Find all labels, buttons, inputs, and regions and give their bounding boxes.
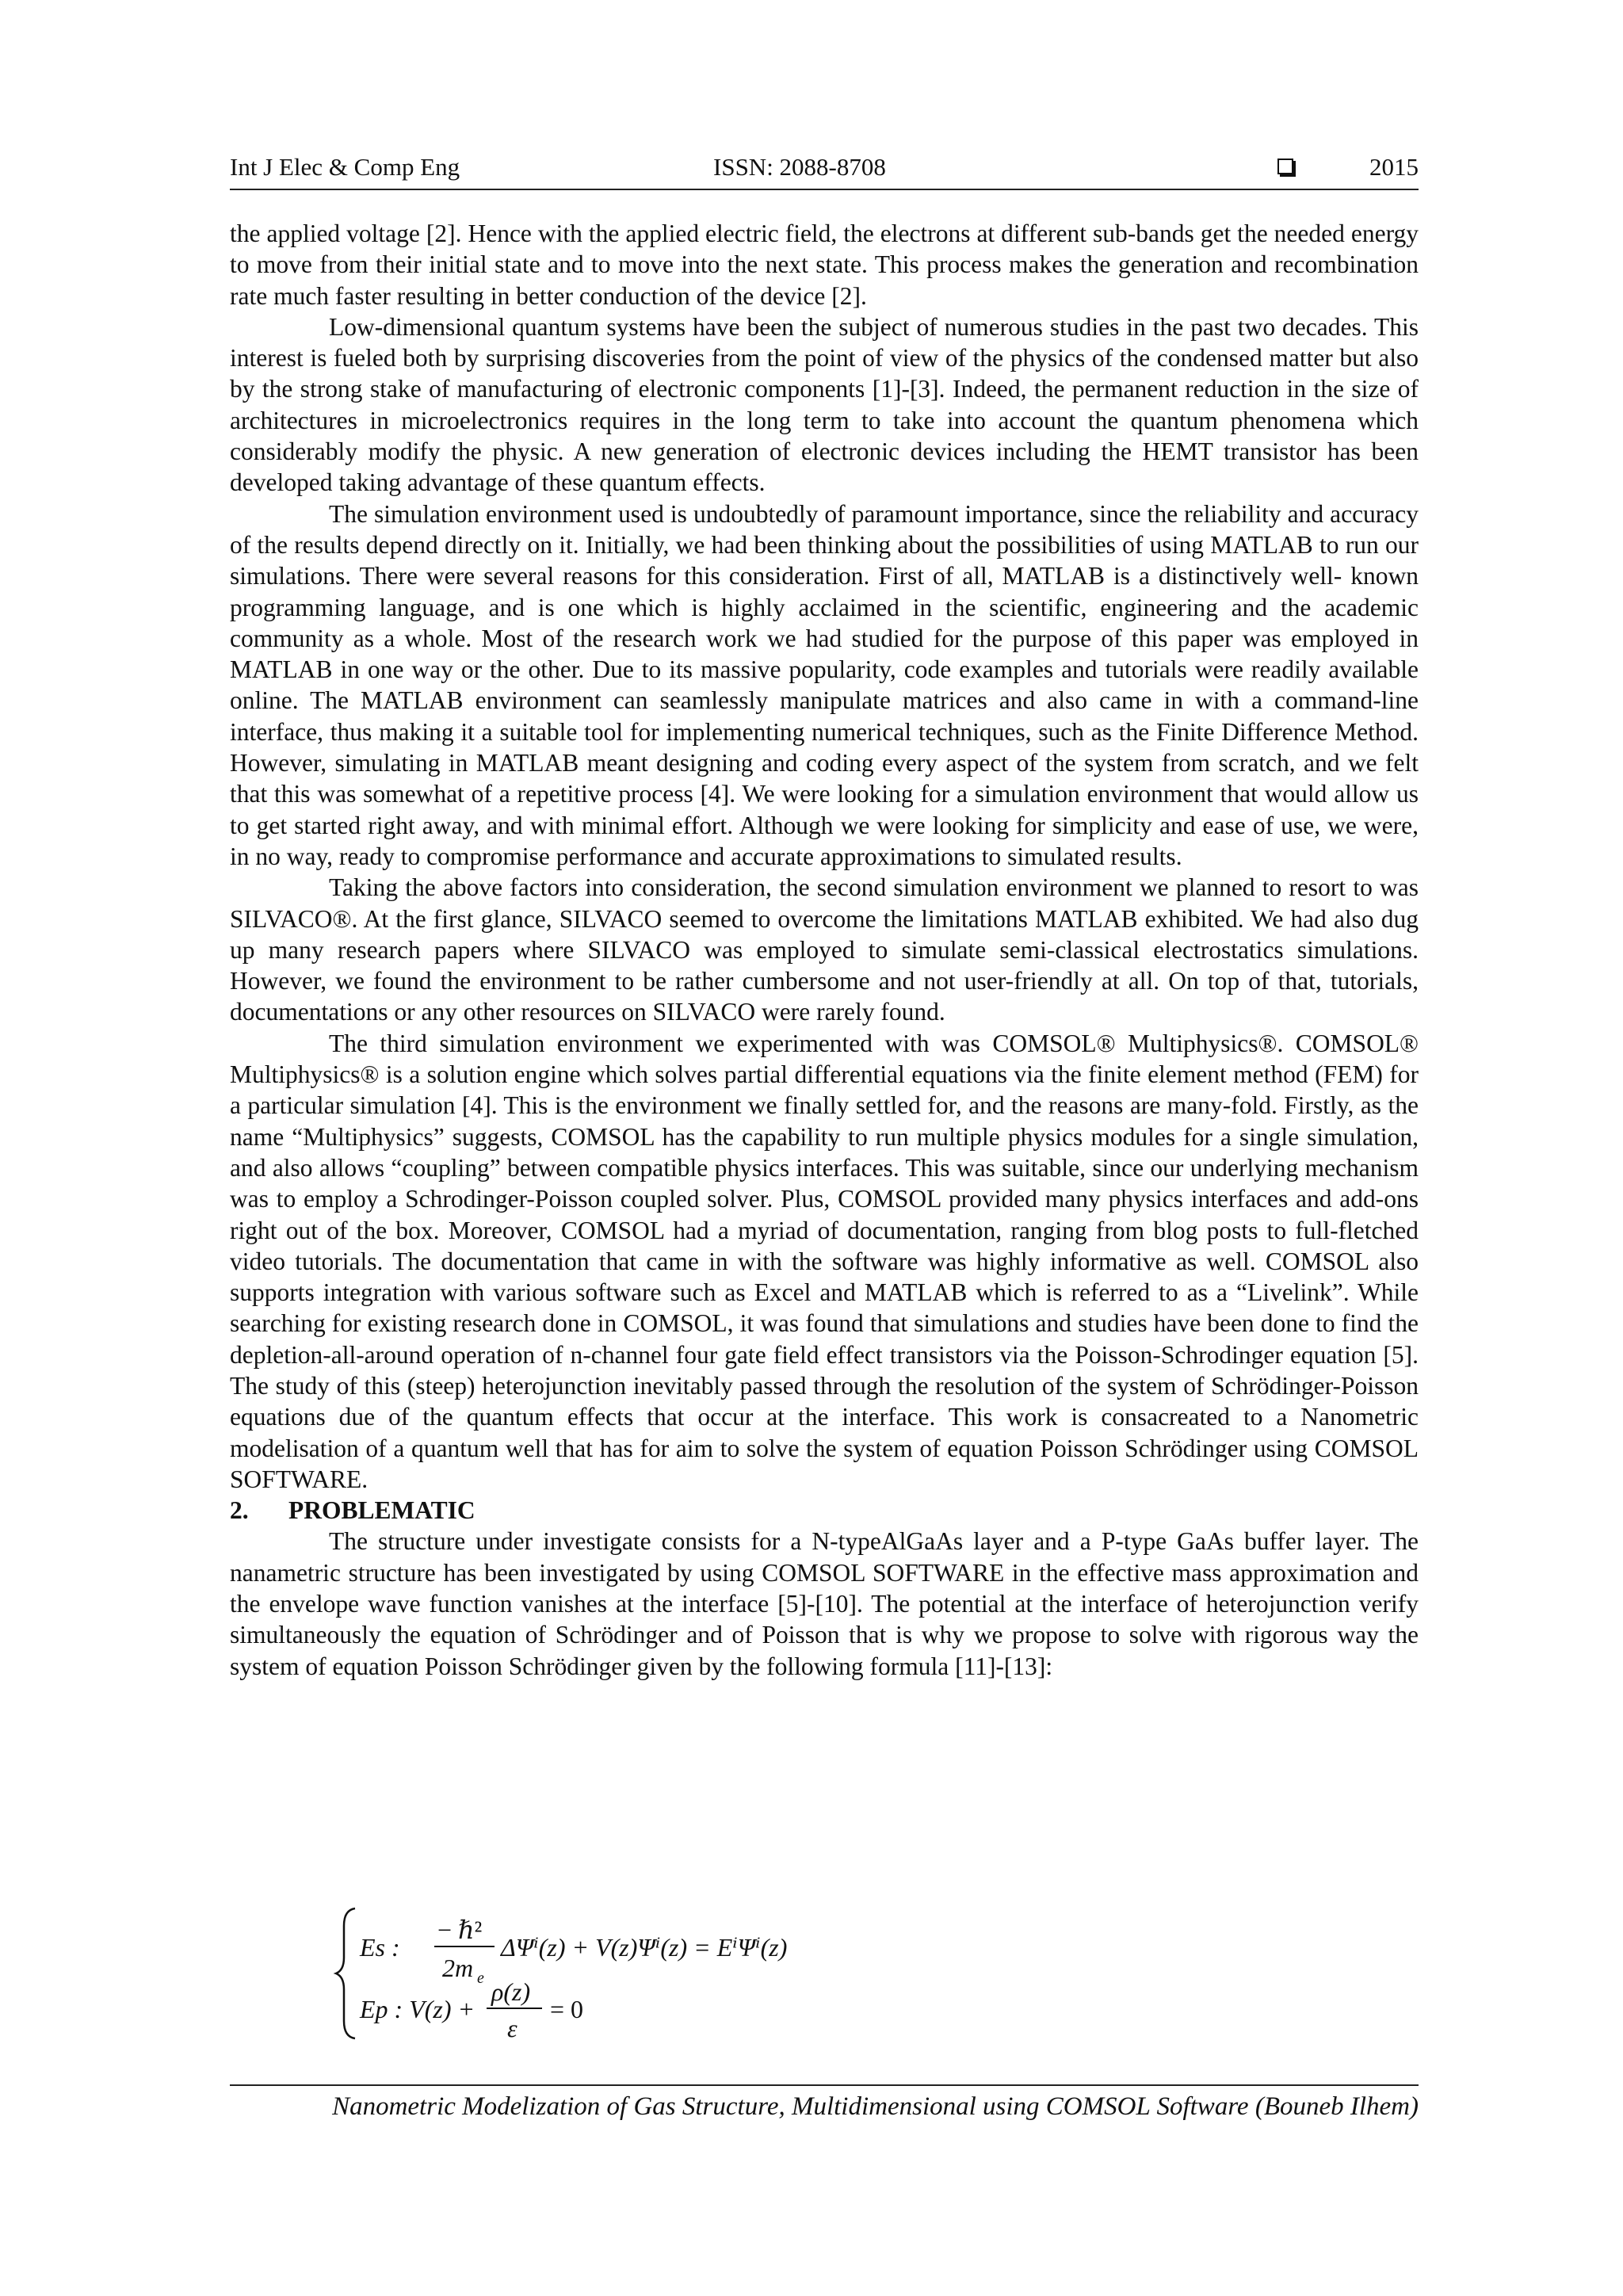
left-brace-icon [336,1908,355,2038]
schrodinger-poisson-system [331,1902,886,2045]
paragraph-continuation: the applied voltage [2]. Hence with the applied electric field, the electrons at different sub-bands get the needed energy to move from their initial state and to move into the next state. This process makes the generation and recombination rate much faster resulting in better conduction of the device [2]. [230,220,1419,310]
section-title: PROBLEMATIC [288,1496,475,1525]
footer-divider [230,2084,1419,2086]
es-denominator-subscript: e [477,1969,484,1987]
ep-rhs: = 0 [550,1995,584,2023]
paragraph-problematic: The structure under investigate consists for a N-typeAlGaAs layer and a P-type GaAs buffer layer. The nanametric structure has been investigated by using COMSOL SOFTWARE in the effective mass approximation and the envelope wave function vanishes at the interface [5]-[10]. The potential at the interface of heterojunction verify simultaneously the equation of Schrödinger and of Poisson that is why we propose to solve with rigorous way the system of equation Poisson Schrödinger given by the following formula [11]-[13]: [230,1527,1419,1680]
page-body [230,218,1419,1682]
es-denominator: 2m [442,1954,474,1982]
paragraph-quantum-systems: Low-dimensional quantum systems have been the subject of numerous studies in the past two decades. This interest is fueled both by surprising discoveries from the point of view of the physics of the condensed matter but also by the strong stake of manufacturing of electronic components [1]-[3]. Indeed, the permanent reduction in the size of architectures in microelectronics requires in the long term to take into account the quantum phenomena which considerably modify the physic. A new generation of electronic devices including the HEMT transistor has been developed taking advantage of these quantum effects. [230,312,1419,497]
es-numerator: − ℏ² [437,1916,483,1944]
ep-denominator: ε [507,2014,517,2042]
paragraph-silvaco: Taking the above factors into consideration, the second simulation environment we planned to resort to was SILVACO®. At the first glance, SILVACO seemed to overcome the limitations MATLAB exhibited. We had also dug up many research papers where SILVACO was employed to simulate semi-classical electrostatics simulations. However, we found the environment to be rather cumbersome and not user-friendly at all. On top of that, tutorials, documentations or any other resources on SILVACO were rarely found. [230,873,1419,1026]
header-divider [230,189,1419,190]
checkbox-square-icon [1277,159,1293,174]
running-footer: Nanometric Modelization of Gas Structure, Multidimensional using COMSOL Software (Bouneb Ilhem) [332,2092,1419,2121]
section-heading [230,1495,1419,1526]
equation-svg [331,1902,886,2045]
issn-label: ISSN: 2088-8708 [713,153,886,181]
page-number: 2015 [1369,153,1419,181]
section-number: 2. [230,1496,249,1525]
es-rhs: ΔΨⁱ(z) + V(z)Ψⁱ(z) = EⁱΨⁱ(z) [501,1933,788,1962]
journal-name: Int J Elec & Comp Eng [230,153,460,181]
paragraph-comsol: The third simulation environment we experimented with was COMSOL® Multiphysics®. COMSOL® Multiphysics® is a solution engine which solves partial differential equations via the finite element method (FEM) for a particular simulation [4]. This is the environment we finally settled for, and the reasons are many-fold. Firstly, as the name “Multiphysics” suggests, COMSOL has the capability to run multiple physics modules for a single simulation, and also allows “coupling” between compatible physics interfaces. This was suitable, since our underlying mechanism was to employ a Schrodinger-Poisson coupled solver. Plus, COMSOL provided many physics interfaces and add-ons right out of the box. Moreover, COMSOL had a myriad of documentation, ranging from blog posts to full-fletched video tutorials. The documentation that came in with the software was highly informative as well. COMSOL also supports integration with various software such as Excel and MATLAB which is referred to as a “Livelink”. While searching for existing research done in COMSOL, it was found that simulations and studies have been done to find the depletion-all-around operation of n-channel four gate field effect transistors via the Poisson-Schrodinger equation [5]. The study of this (steep) heterojunction inevitably passed through the resolution of the system of Schrödinger-Poisson equations due of the quantum effects that occur at the interface. This work is consacreated to a Nanometric modelisation of a quantum well that has for aim to solve the system of equation Poisson Schrödinger using COMSOL SOFTWARE. [230,1029,1419,1493]
running-header [230,153,1419,188]
es-label: Es : [360,1933,400,1962]
paragraph-matlab: The simulation environment used is undoubtedly of paramount importance, since the reliability and accuracy of the results depend directly on it. Initially, we had been thinking about the possibilities of using MATLAB to run our simulations. There were several reasons for this consideration. First of all, MATLAB is a distinctively well- known programming language, and is one which is highly acclaimed in the scientific, engineering and the academic community as a whole. Most of the research work we had studied for the purpose of this paper was employed in MATLAB in one way or the other. Due to its massive popularity, code examples and tutorials were readily available online. The MATLAB environment can seamlessly manipulate matrices and also came in with a command-line interface, thus making it a suitable tool for implementing numerical techniques, such as the Finite Difference Method. However, simulating in MATLAB meant designing and coding every aspect of the system from scratch, and we felt that this was somewhat of a repetitive process [4]. We were looking for a simulation environment that would allow us to get started right away, and with minimal effort. Although we were looking for simplicity and ease of use, we were, in no way, ready to compromise performance and accurate approximations to simulated results. [230,499,1419,870]
ep-numerator: ρ(z) [491,1977,531,2006]
ep-label: Ep : V(z) + [360,1995,475,2023]
